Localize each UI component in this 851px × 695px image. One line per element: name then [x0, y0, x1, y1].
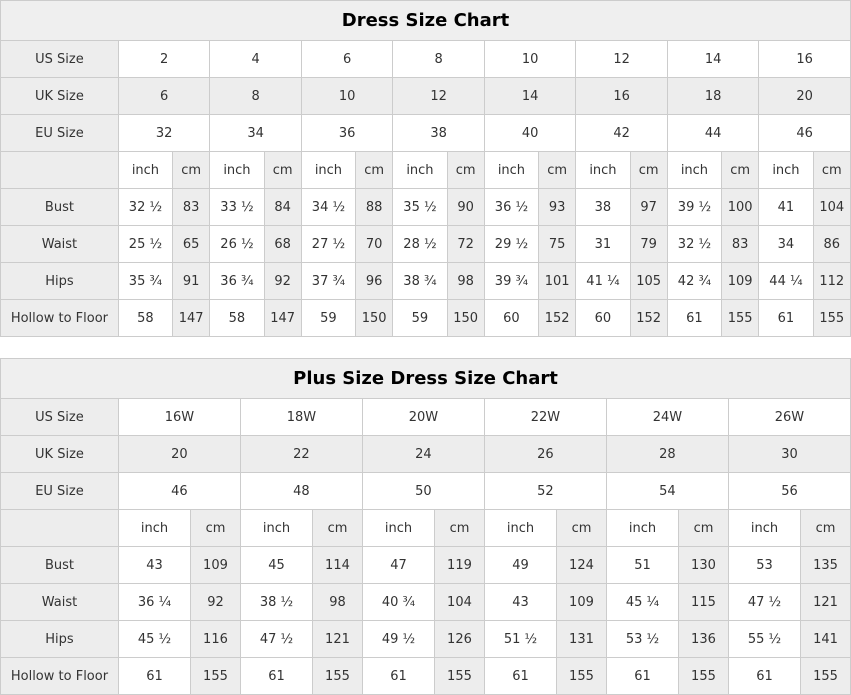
measurement-value-cell: 98	[313, 584, 363, 621]
measurement-value-cell: 60	[576, 300, 630, 337]
unit-inch-cell: inch	[118, 152, 172, 189]
measurement-value-cell: 32 ½	[667, 226, 721, 263]
measurement-value-cell: 155	[679, 658, 729, 695]
unit-inch-cell: inch	[118, 510, 190, 547]
row-label: Hips	[1, 621, 119, 658]
measurement-value-cell: 155	[801, 658, 851, 695]
measurement-value-cell: 49	[484, 547, 556, 584]
row-label: EU Size	[1, 115, 119, 152]
row-label: Hollow to Floor	[1, 658, 119, 695]
measurement-value-cell: 155	[557, 658, 607, 695]
size-value-cell: 48	[240, 473, 362, 510]
size-value-cell: 2	[118, 41, 210, 78]
measurement-value-cell: 93	[539, 189, 576, 226]
size-value-cell: 42	[576, 115, 668, 152]
measurement-value-cell: 131	[557, 621, 607, 658]
measurement-value-cell: 79	[630, 226, 667, 263]
measurement-value-cell: 96	[356, 263, 393, 300]
size-value-cell: 54	[606, 473, 728, 510]
unit-inch-cell: inch	[576, 152, 630, 189]
measurement-value-cell: 121	[313, 621, 363, 658]
measurement-value-cell: 105	[630, 263, 667, 300]
size-value-cell: 52	[484, 473, 606, 510]
size-value-cell: 10	[484, 41, 576, 78]
measurement-value-cell: 126	[435, 621, 485, 658]
size-value-cell: 12	[576, 41, 668, 78]
measurement-value-cell: 61	[484, 658, 556, 695]
measurement-value-cell: 49 ½	[362, 621, 434, 658]
measurement-value-cell: 29 ½	[484, 226, 538, 263]
measurement-value-cell: 59	[393, 300, 447, 337]
unit-row-empty-label	[1, 152, 119, 189]
measurement-value-cell: 61	[362, 658, 434, 695]
row-label: Bust	[1, 547, 119, 584]
measurement-value-cell: 155	[722, 300, 759, 337]
measurement-value-cell: 37 ¾	[301, 263, 355, 300]
size-value-cell: 22W	[484, 399, 606, 436]
measurement-value-cell: 155	[313, 658, 363, 695]
measurement-value-cell: 109	[191, 547, 241, 584]
size-value-cell: 18	[667, 78, 759, 115]
measurement-value-cell: 35 ¾	[118, 263, 172, 300]
measurement-value-cell: 104	[813, 189, 851, 226]
row-label: US Size	[1, 41, 119, 78]
chart-title: Dress Size Chart	[1, 1, 851, 41]
measurement-value-cell: 44 ¼	[759, 263, 813, 300]
measurement-value-cell: 41 ¼	[576, 263, 630, 300]
row-label: EU Size	[1, 473, 119, 510]
measurement-value-cell: 115	[679, 584, 729, 621]
size-value-cell: 26W	[728, 399, 850, 436]
size-value-cell: 24W	[606, 399, 728, 436]
measurement-value-cell: 155	[191, 658, 241, 695]
unit-cm-cell: cm	[356, 152, 393, 189]
unit-cm-cell: cm	[313, 510, 363, 547]
size-value-cell: 36	[301, 115, 393, 152]
dress-size-chart-table	[0, 0, 851, 337]
measurement-value-cell: 98	[447, 263, 484, 300]
measurement-value-cell: 104	[435, 584, 485, 621]
size-value-cell: 14	[484, 78, 576, 115]
measurement-value-cell: 61	[728, 658, 800, 695]
row-label: UK Size	[1, 78, 119, 115]
measurement-value-cell: 130	[679, 547, 729, 584]
measurement-value-cell: 100	[722, 189, 759, 226]
measurement-value-cell: 25 ½	[118, 226, 172, 263]
size-value-cell: 30	[728, 436, 850, 473]
measurement-value-cell: 31	[576, 226, 630, 263]
chart-title: Plus Size Dress Size Chart	[1, 359, 851, 399]
measurement-value-cell: 38 ¾	[393, 263, 447, 300]
measurement-value-cell: 51	[606, 547, 678, 584]
measurement-value-cell: 112	[813, 263, 851, 300]
measurement-value-cell: 135	[801, 547, 851, 584]
measurement-value-cell: 61	[240, 658, 312, 695]
size-value-cell: 6	[118, 78, 210, 115]
size-value-cell: 14	[667, 41, 759, 78]
size-value-cell: 46	[118, 473, 240, 510]
unit-inch-cell: inch	[484, 152, 538, 189]
size-value-cell: 38	[393, 115, 485, 152]
measurement-value-cell: 47 ½	[728, 584, 800, 621]
measurement-value-cell: 39 ¾	[484, 263, 538, 300]
measurement-value-cell: 150	[356, 300, 393, 337]
unit-row-empty-label	[1, 510, 119, 547]
unit-cm-cell: cm	[447, 152, 484, 189]
measurement-value-cell: 45 ¼	[606, 584, 678, 621]
measurement-value-cell: 36 ¼	[118, 584, 190, 621]
measurement-value-cell: 34	[759, 226, 813, 263]
unit-inch-cell: inch	[728, 510, 800, 547]
measurement-value-cell: 83	[722, 226, 759, 263]
row-label: Bust	[1, 189, 119, 226]
measurement-value-cell: 121	[801, 584, 851, 621]
measurement-value-cell: 38 ½	[240, 584, 312, 621]
row-label: UK Size	[1, 436, 119, 473]
unit-inch-cell: inch	[393, 152, 447, 189]
measurement-value-cell: 28 ½	[393, 226, 447, 263]
size-value-cell: 32	[118, 115, 210, 152]
measurement-value-cell: 92	[264, 263, 301, 300]
plus-size-dress-size-chart-table	[0, 358, 851, 695]
size-value-cell: 50	[362, 473, 484, 510]
measurement-value-cell: 68	[264, 226, 301, 263]
size-value-cell: 16W	[118, 399, 240, 436]
unit-cm-cell: cm	[539, 152, 576, 189]
measurement-value-cell: 41	[759, 189, 813, 226]
unit-inch-cell: inch	[759, 152, 813, 189]
measurement-value-cell: 61	[118, 658, 190, 695]
size-value-cell: 24	[362, 436, 484, 473]
size-value-cell: 6	[301, 41, 393, 78]
measurement-value-cell: 51 ½	[484, 621, 556, 658]
measurement-value-cell: 147	[173, 300, 210, 337]
measurement-value-cell: 45	[240, 547, 312, 584]
unit-inch-cell: inch	[362, 510, 434, 547]
measurement-value-cell: 124	[557, 547, 607, 584]
measurement-value-cell: 88	[356, 189, 393, 226]
unit-cm-cell: cm	[679, 510, 729, 547]
unit-cm-cell: cm	[722, 152, 759, 189]
size-value-cell: 20	[118, 436, 240, 473]
measurement-value-cell: 72	[447, 226, 484, 263]
unit-cm-cell: cm	[813, 152, 851, 189]
unit-inch-cell: inch	[301, 152, 355, 189]
unit-cm-cell: cm	[630, 152, 667, 189]
unit-cm-cell: cm	[191, 510, 241, 547]
row-label: Hips	[1, 263, 119, 300]
measurement-value-cell: 116	[191, 621, 241, 658]
row-label: US Size	[1, 399, 119, 436]
measurement-value-cell: 47	[362, 547, 434, 584]
measurement-value-cell: 39 ½	[667, 189, 721, 226]
unit-inch-cell: inch	[240, 510, 312, 547]
measurement-value-cell: 35 ½	[393, 189, 447, 226]
measurement-value-cell: 36 ¾	[210, 263, 264, 300]
measurement-value-cell: 155	[435, 658, 485, 695]
row-label: Waist	[1, 226, 119, 263]
unit-cm-cell: cm	[173, 152, 210, 189]
size-value-cell: 56	[728, 473, 850, 510]
measurement-value-cell: 91	[173, 263, 210, 300]
measurement-value-cell: 45 ½	[118, 621, 190, 658]
size-value-cell: 10	[301, 78, 393, 115]
measurement-value-cell: 83	[173, 189, 210, 226]
size-value-cell: 16	[576, 78, 668, 115]
unit-cm-cell: cm	[435, 510, 485, 547]
measurement-value-cell: 43	[118, 547, 190, 584]
row-label: Hollow to Floor	[1, 300, 119, 337]
measurement-value-cell: 40 ¾	[362, 584, 434, 621]
measurement-value-cell: 109	[722, 263, 759, 300]
measurement-value-cell: 59	[301, 300, 355, 337]
unit-inch-cell: inch	[210, 152, 264, 189]
measurement-value-cell: 27 ½	[301, 226, 355, 263]
measurement-value-cell: 34 ½	[301, 189, 355, 226]
measurement-value-cell: 141	[801, 621, 851, 658]
size-value-cell: 26	[484, 436, 606, 473]
measurement-value-cell: 75	[539, 226, 576, 263]
measurement-value-cell: 61	[667, 300, 721, 337]
measurement-value-cell: 84	[264, 189, 301, 226]
measurement-value-cell: 53 ½	[606, 621, 678, 658]
size-value-cell: 34	[210, 115, 302, 152]
measurement-value-cell: 92	[191, 584, 241, 621]
measurement-value-cell: 61	[759, 300, 813, 337]
measurement-value-cell: 155	[813, 300, 851, 337]
measurement-value-cell: 97	[630, 189, 667, 226]
measurement-value-cell: 38	[576, 189, 630, 226]
size-value-cell: 40	[484, 115, 576, 152]
size-value-cell: 16	[759, 41, 851, 78]
size-value-cell: 20W	[362, 399, 484, 436]
measurement-value-cell: 60	[484, 300, 538, 337]
measurement-value-cell: 101	[539, 263, 576, 300]
size-value-cell: 8	[393, 41, 485, 78]
measurement-value-cell: 152	[539, 300, 576, 337]
size-value-cell: 28	[606, 436, 728, 473]
row-label: Waist	[1, 584, 119, 621]
measurement-value-cell: 90	[447, 189, 484, 226]
measurement-value-cell: 53	[728, 547, 800, 584]
unit-cm-cell: cm	[801, 510, 851, 547]
measurement-value-cell: 36 ½	[484, 189, 538, 226]
size-value-cell: 4	[210, 41, 302, 78]
size-value-cell: 46	[759, 115, 851, 152]
measurement-value-cell: 114	[313, 547, 363, 584]
unit-inch-cell: inch	[667, 152, 721, 189]
measurement-value-cell: 58	[118, 300, 172, 337]
measurement-value-cell: 136	[679, 621, 729, 658]
measurement-value-cell: 47 ½	[240, 621, 312, 658]
size-value-cell: 8	[210, 78, 302, 115]
size-value-cell: 18W	[240, 399, 362, 436]
measurement-value-cell: 43	[484, 584, 556, 621]
size-value-cell: 44	[667, 115, 759, 152]
measurement-value-cell: 86	[813, 226, 851, 263]
measurement-value-cell: 55 ½	[728, 621, 800, 658]
size-value-cell: 22	[240, 436, 362, 473]
measurement-value-cell: 32 ½	[118, 189, 172, 226]
measurement-value-cell: 150	[447, 300, 484, 337]
measurement-value-cell: 152	[630, 300, 667, 337]
measurement-value-cell: 58	[210, 300, 264, 337]
measurement-value-cell: 65	[173, 226, 210, 263]
size-value-cell: 12	[393, 78, 485, 115]
unit-cm-cell: cm	[557, 510, 607, 547]
size-value-cell: 20	[759, 78, 851, 115]
measurement-value-cell: 119	[435, 547, 485, 584]
unit-inch-cell: inch	[484, 510, 556, 547]
measurement-value-cell: 33 ½	[210, 189, 264, 226]
unit-cm-cell: cm	[264, 152, 301, 189]
measurement-value-cell: 42 ¾	[667, 263, 721, 300]
measurement-value-cell: 70	[356, 226, 393, 263]
measurement-value-cell: 61	[606, 658, 678, 695]
measurement-value-cell: 147	[264, 300, 301, 337]
measurement-value-cell: 26 ½	[210, 226, 264, 263]
unit-inch-cell: inch	[606, 510, 678, 547]
measurement-value-cell: 109	[557, 584, 607, 621]
